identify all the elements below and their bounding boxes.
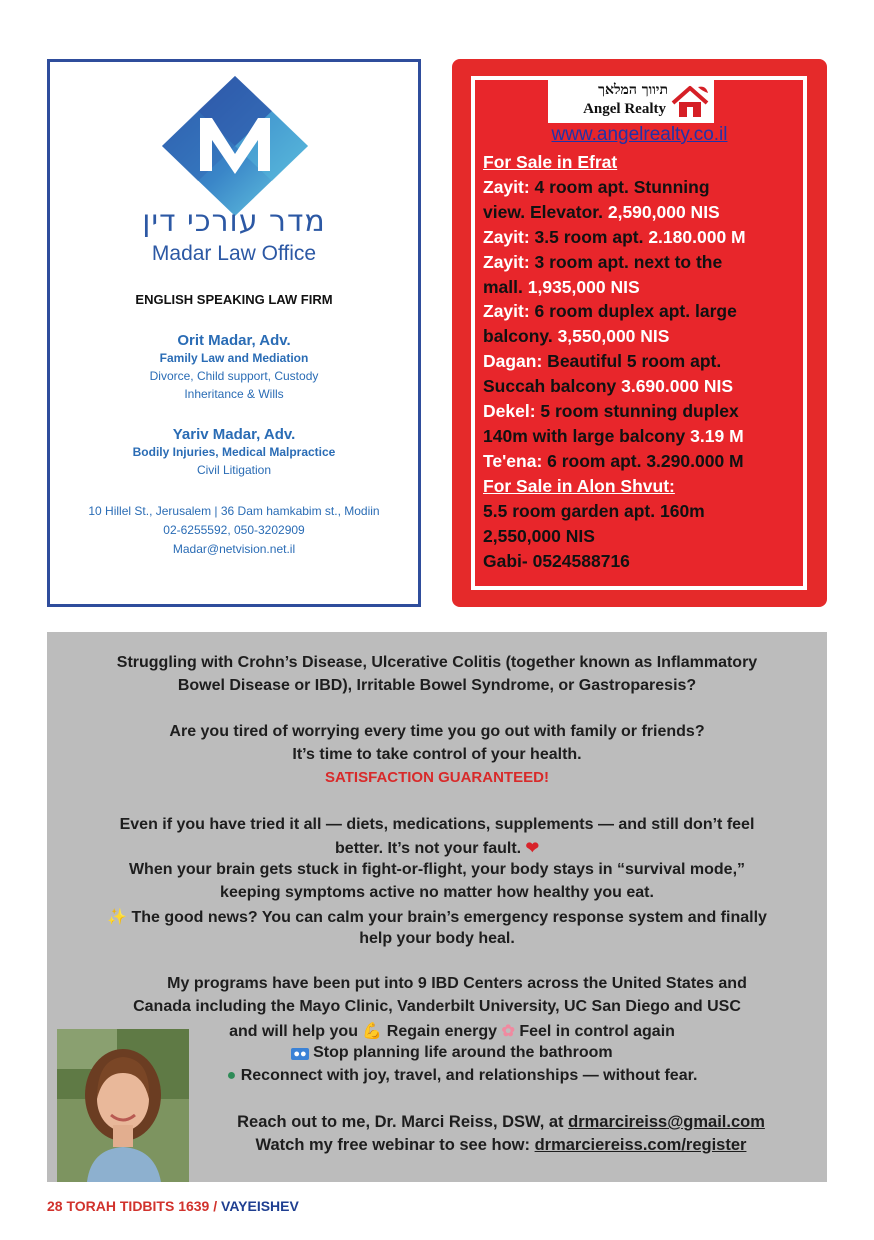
ad-text: ✨ The good news? You can calm your brain’s emergency response system and finally: [107, 909, 767, 926]
english-firm-name: Madar Law Office: [151, 242, 317, 265]
listing-line: Dekel: 5 room stunning duplex: [483, 401, 739, 422]
section-heading: For Sale in Efrat: [483, 152, 618, 172]
partner-orit: [50, 332, 418, 403]
listing-lines: [483, 150, 803, 573]
ad-text: ● Reconnect with joy, travel, and relationships — without fear.: [226, 1067, 698, 1084]
ad-text: keeping symptoms active no matter how healthy you eat.: [220, 884, 654, 901]
webinar-link[interactable]: drmarciereiss.com/register: [534, 1136, 747, 1154]
listing-line: Zayit: 4 room apt. Stunning: [483, 176, 710, 197]
heart-icon: ❤: [525, 840, 539, 857]
listing-line: mall. 1,935,000 NIS: [483, 276, 640, 297]
listing-line: Zayit: 6 room duplex apt. large: [483, 301, 737, 322]
angel-realty-logo: [548, 79, 714, 123]
madar-logo-icon: [162, 76, 308, 216]
listing-line: 5.5 room garden apt. 160m: [483, 500, 705, 521]
ad-text: and will help you 💪 Regain energy ✿ Feel in control again: [229, 1023, 675, 1040]
ad-text: My programs have been put into 9 IBD Centers across the United States and: [167, 975, 747, 992]
ad-text: It’s time to take control of your health.: [292, 746, 582, 763]
hebrew-firm-name: מדר עורכי דין: [142, 204, 326, 239]
footer-parsha: VAYEISHEV: [221, 1198, 299, 1214]
address: 10 Hillel St., Jerusalem | 36 Dam hamkabim st., Modiin: [88, 504, 380, 518]
listing-line: Zayit: 3 room apt. next to the: [483, 251, 723, 272]
ad-text: When your brain gets stuck in fight-or-flight, your body stays in “survival mode,”: [128, 861, 746, 878]
listing-line: Dagan: Beautiful 5 room apt.: [483, 351, 722, 372]
partner-specialty: Bodily Injuries, Medical Malpractice: [132, 445, 336, 459]
listing-line: 2,550,000 NIS: [483, 525, 595, 546]
partner-detail: Divorce, Child support, Custody: [149, 369, 319, 383]
guarantee-text: SATISFACTION GUARANTEED!: [325, 769, 549, 786]
ad-text: Are you tired of worrying every time you go out with family or friends?: [169, 723, 705, 740]
listing-line: 140m with large balcony 3.19 M: [483, 425, 744, 446]
listing-line: Te'ena: 6 room apt. 3.290.000 M: [483, 450, 744, 471]
partner-specialty: Family Law and Mediation: [159, 351, 309, 365]
portrait-photo: [57, 1029, 189, 1182]
email-link[interactable]: Madar@netvision.net.il: [172, 542, 296, 556]
restroom-icon: ●●: [293, 1048, 307, 1060]
partner-yariv: [50, 426, 418, 479]
flower-icon: ✿: [501, 1023, 515, 1040]
website-link[interactable]: www.angelrealty.co.il: [551, 124, 728, 145]
muscle-icon: 💪: [362, 1023, 383, 1040]
logo-hebrew-text: תיווך המלאך: [598, 82, 668, 98]
globe-icon: ●: [226, 1067, 237, 1084]
footer-page-label: 28 TORAH TIDBITS 1639 /: [47, 1198, 222, 1214]
listing-line: balcony. 3,550,000 NIS: [483, 326, 670, 347]
ibd-program-ad: [47, 632, 827, 1182]
email-link[interactable]: drmarcireiss@gmail.com: [568, 1113, 765, 1131]
firm-tagline: ENGLISH SPEAKING LAW FIRM: [135, 292, 333, 307]
ad-text: Canada including the Mayo Clinic, Vanderbilt University, UC San Diego and USC: [133, 998, 741, 1015]
ad-text: ●● Stop planning life around the bathroom: [293, 1044, 613, 1061]
listing-line: Succah balcony 3.690.000 NIS: [483, 376, 733, 397]
partner-detail: Civil Litigation: [196, 463, 272, 477]
logo-english-text: Angel Realty: [583, 101, 666, 117]
contact-block: [50, 502, 418, 559]
ad-text: Watch my free webinar to see how: drmarciereiss.com/register: [255, 1136, 747, 1154]
agent-phone: Gabi- 0524588716: [483, 550, 630, 571]
house-icon: [670, 83, 710, 121]
angel-realty-ad: [452, 59, 827, 607]
page-footer: [47, 1198, 299, 1214]
ad-text: Even if you have tried it all — diets, medications, supplements — and still don’t feel: [119, 816, 755, 833]
sparkle-icon: ✨: [107, 909, 127, 926]
ad-text: Reach out to me, Dr. Marci Reiss, DSW, at drmarcireiss@gmail.com: [237, 1113, 765, 1131]
phone-numbers: 02-6255592, 050-3202909: [163, 523, 305, 537]
partner-detail: Inheritance & Wills: [184, 387, 284, 401]
section-heading: For Sale in Alon Shvut:: [483, 475, 675, 496]
madar-law-ad: [47, 59, 421, 607]
listing-line: view. Elevator. 2,590,000 NIS: [483, 201, 720, 222]
ad-text: better. It’s not your fault. ❤: [335, 840, 539, 857]
partner-name: Yariv Madar, Adv.: [172, 426, 296, 443]
partner-name: Orit Madar, Adv.: [177, 332, 291, 349]
ad-text: Struggling with Crohn’s Disease, Ulcerative Colitis (together known as Inflammatory: [116, 654, 758, 671]
ad-text: Bowel Disease or IBD), Irritable Bowel Syndrome, or Gastroparesis?: [177, 677, 697, 694]
listing-line: Zayit: 3.5 room apt. 2.180.000 M: [483, 226, 746, 247]
ad-text: help your body heal.: [359, 930, 515, 947]
